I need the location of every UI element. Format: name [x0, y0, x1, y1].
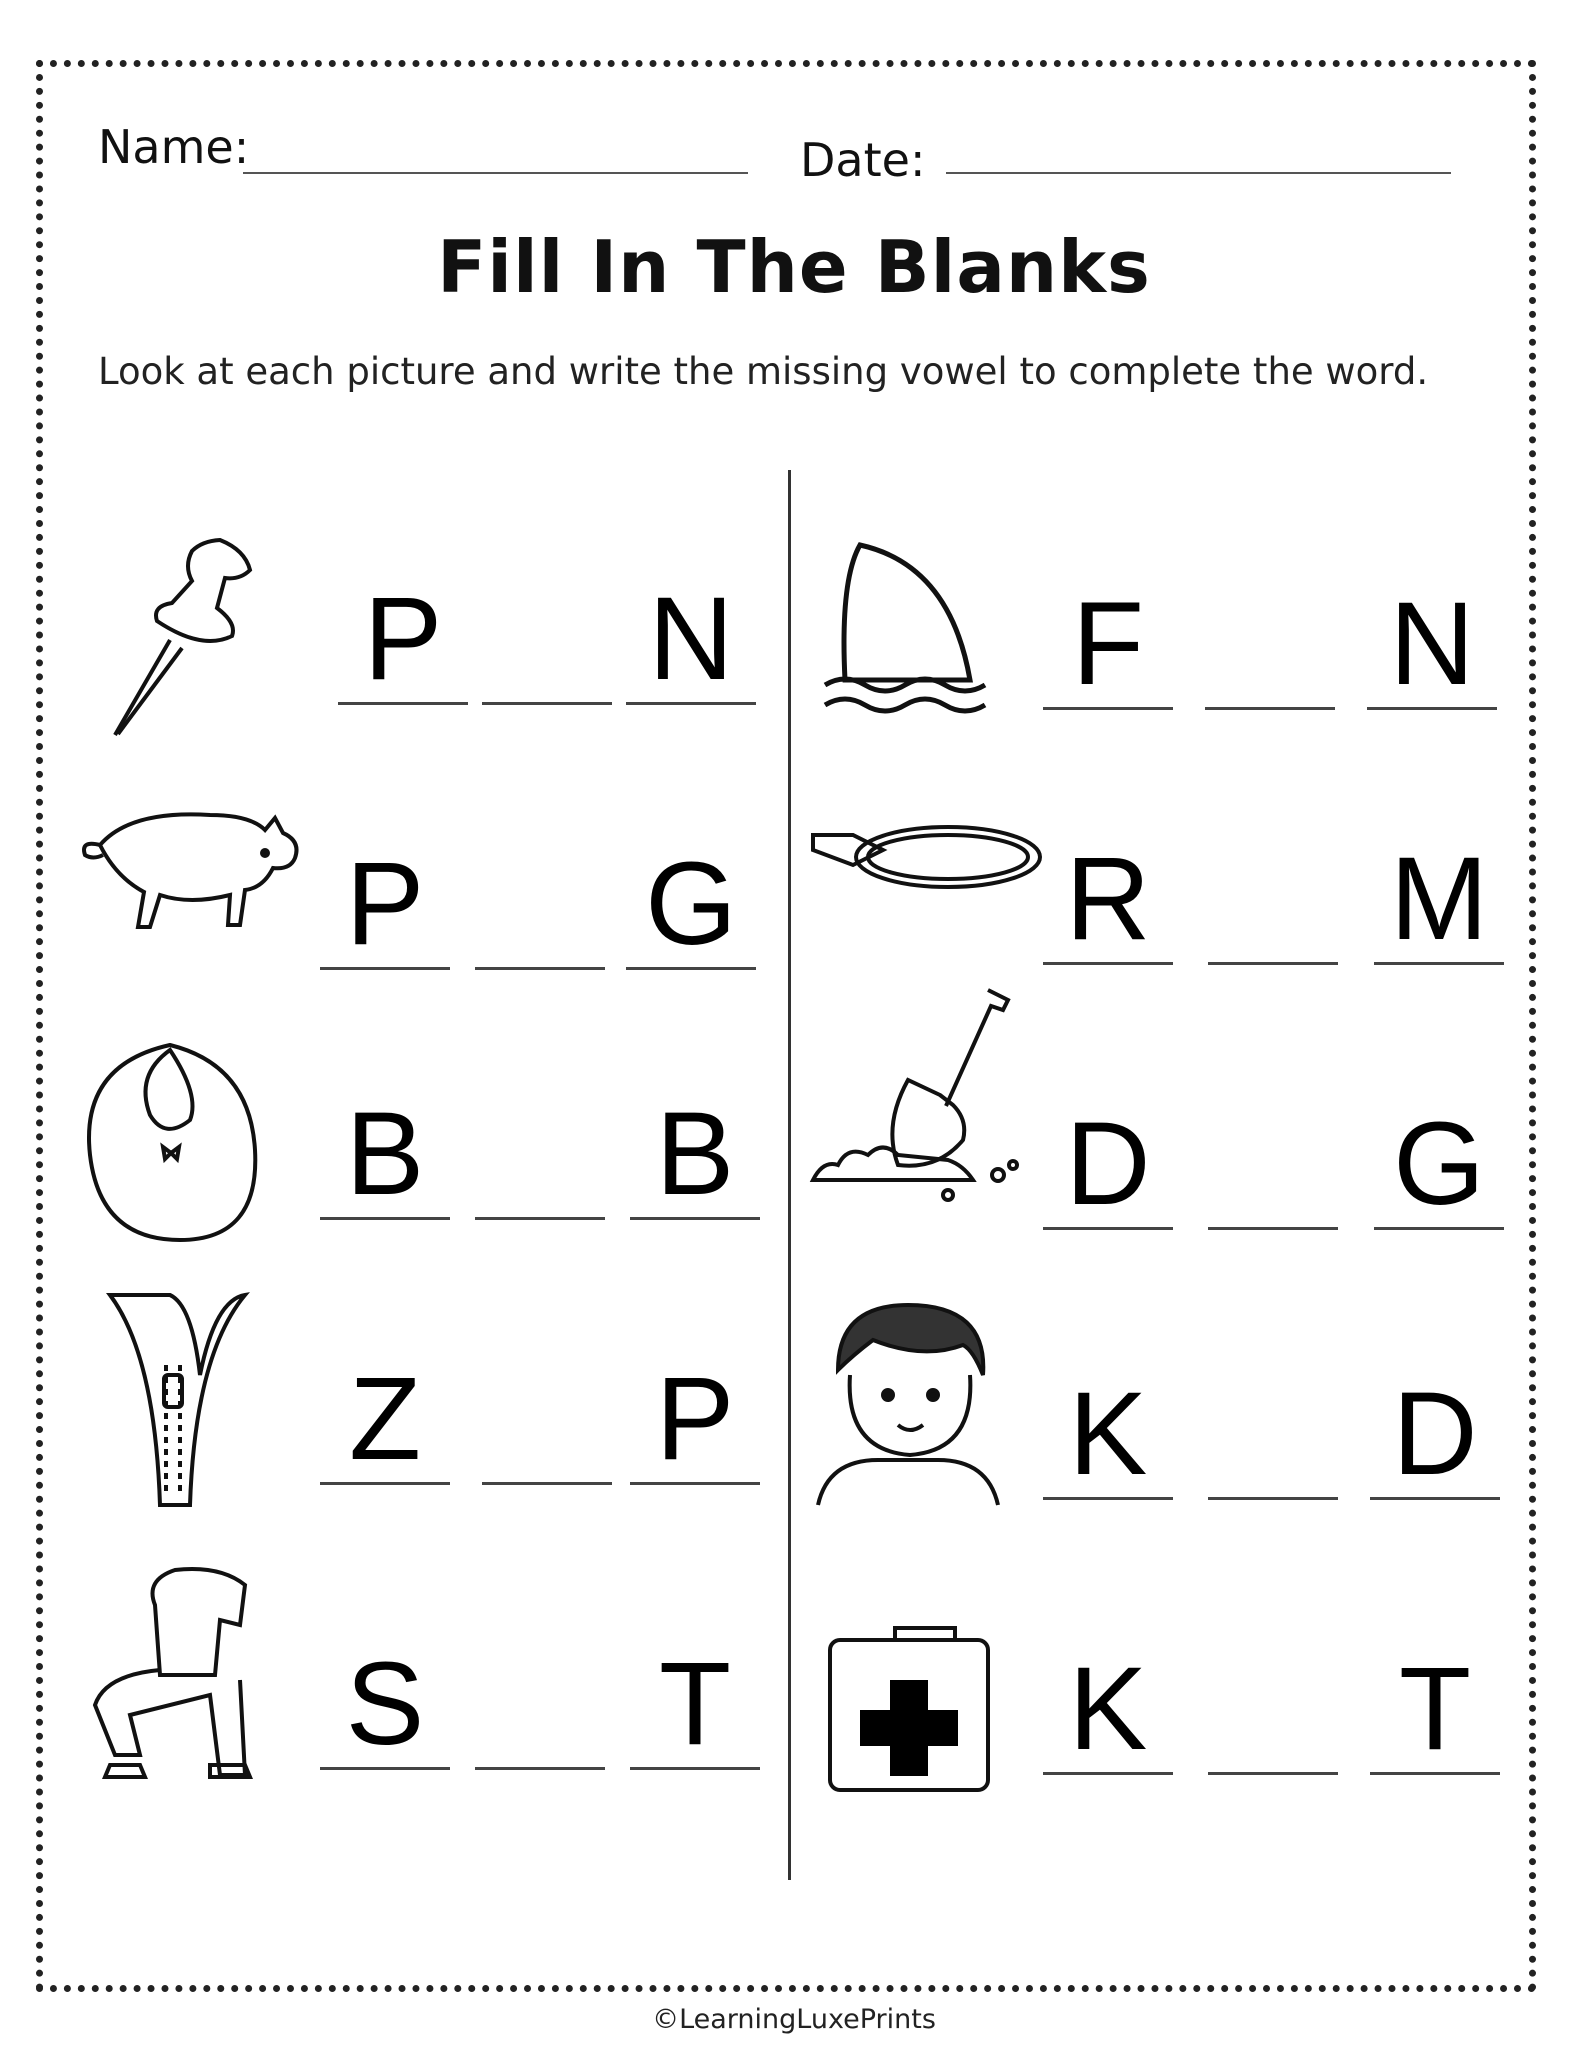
blank-slot[interactable]	[1205, 585, 1335, 710]
blank-slot[interactable]	[482, 1360, 612, 1485]
bib-icon	[70, 1025, 310, 1255]
boy-face-icon	[808, 1295, 1048, 1525]
blank-slot[interactable]	[482, 580, 612, 705]
letter-slot: G	[1374, 1105, 1504, 1230]
letter-slot: K	[1043, 1650, 1173, 1775]
letter-slot: D	[1043, 1105, 1173, 1230]
letter-slot: T	[1370, 1650, 1500, 1775]
letter-slot: B	[630, 1095, 760, 1220]
blank-slot[interactable]	[1208, 1375, 1338, 1500]
letter-slot: B	[320, 1095, 450, 1220]
word-row	[70, 1285, 770, 1515]
word-row	[808, 1295, 1508, 1525]
zipper-icon	[70, 1285, 310, 1515]
word-row	[808, 985, 1508, 1230]
word-row	[70, 1560, 770, 1790]
blank-slot[interactable]	[475, 1095, 605, 1220]
shovel-digging-icon	[808, 985, 1048, 1215]
letter-slot: Z	[320, 1360, 450, 1485]
push-pin-icon	[70, 520, 310, 750]
copyright-footer: ©LearningLuxePrints	[652, 2004, 936, 2035]
instructions: Look at each picture and write the missing vowel to complete the word.	[98, 350, 1429, 393]
pig-icon	[70, 775, 310, 1005]
page-title: Fill In The Blanks	[437, 225, 1151, 309]
word-row	[825, 1620, 1525, 1850]
letter-slot: F	[1043, 585, 1173, 710]
letter-slot: P	[630, 1360, 760, 1485]
letter-slot: S	[320, 1645, 450, 1770]
first-aid-kit-icon	[825, 1620, 1065, 1850]
letter-slot: P	[338, 580, 468, 705]
word-row	[70, 1025, 770, 1255]
word-row	[70, 775, 770, 1005]
letter-slot: K	[1043, 1375, 1173, 1500]
hoop-rim-icon	[808, 775, 1048, 1005]
word-row	[808, 775, 1508, 1005]
letter-slot: M	[1374, 840, 1504, 965]
blank-slot[interactable]	[475, 1645, 605, 1770]
letter-slot: G	[626, 845, 756, 970]
letter-slot: R	[1043, 840, 1173, 965]
letter-slot: P	[320, 845, 450, 970]
name-label: Name:	[98, 120, 250, 174]
letter-slot: N	[626, 580, 756, 705]
blank-slot[interactable]	[1208, 1105, 1338, 1230]
shark-fin-icon	[815, 540, 1055, 770]
date-label: Date:	[800, 133, 926, 187]
blank-slot[interactable]	[475, 845, 605, 970]
letter-slot: D	[1370, 1375, 1500, 1500]
letter-slot: T	[630, 1645, 760, 1770]
sitting-person-icon	[70, 1560, 310, 1790]
blank-slot[interactable]	[1208, 1650, 1338, 1775]
blank-slot[interactable]	[1208, 840, 1338, 965]
name-field[interactable]	[243, 172, 748, 174]
column-divider	[788, 470, 791, 1880]
date-field[interactable]	[946, 172, 1451, 174]
word-row	[815, 540, 1515, 770]
letter-slot: N	[1367, 585, 1497, 710]
word-row	[70, 520, 770, 750]
